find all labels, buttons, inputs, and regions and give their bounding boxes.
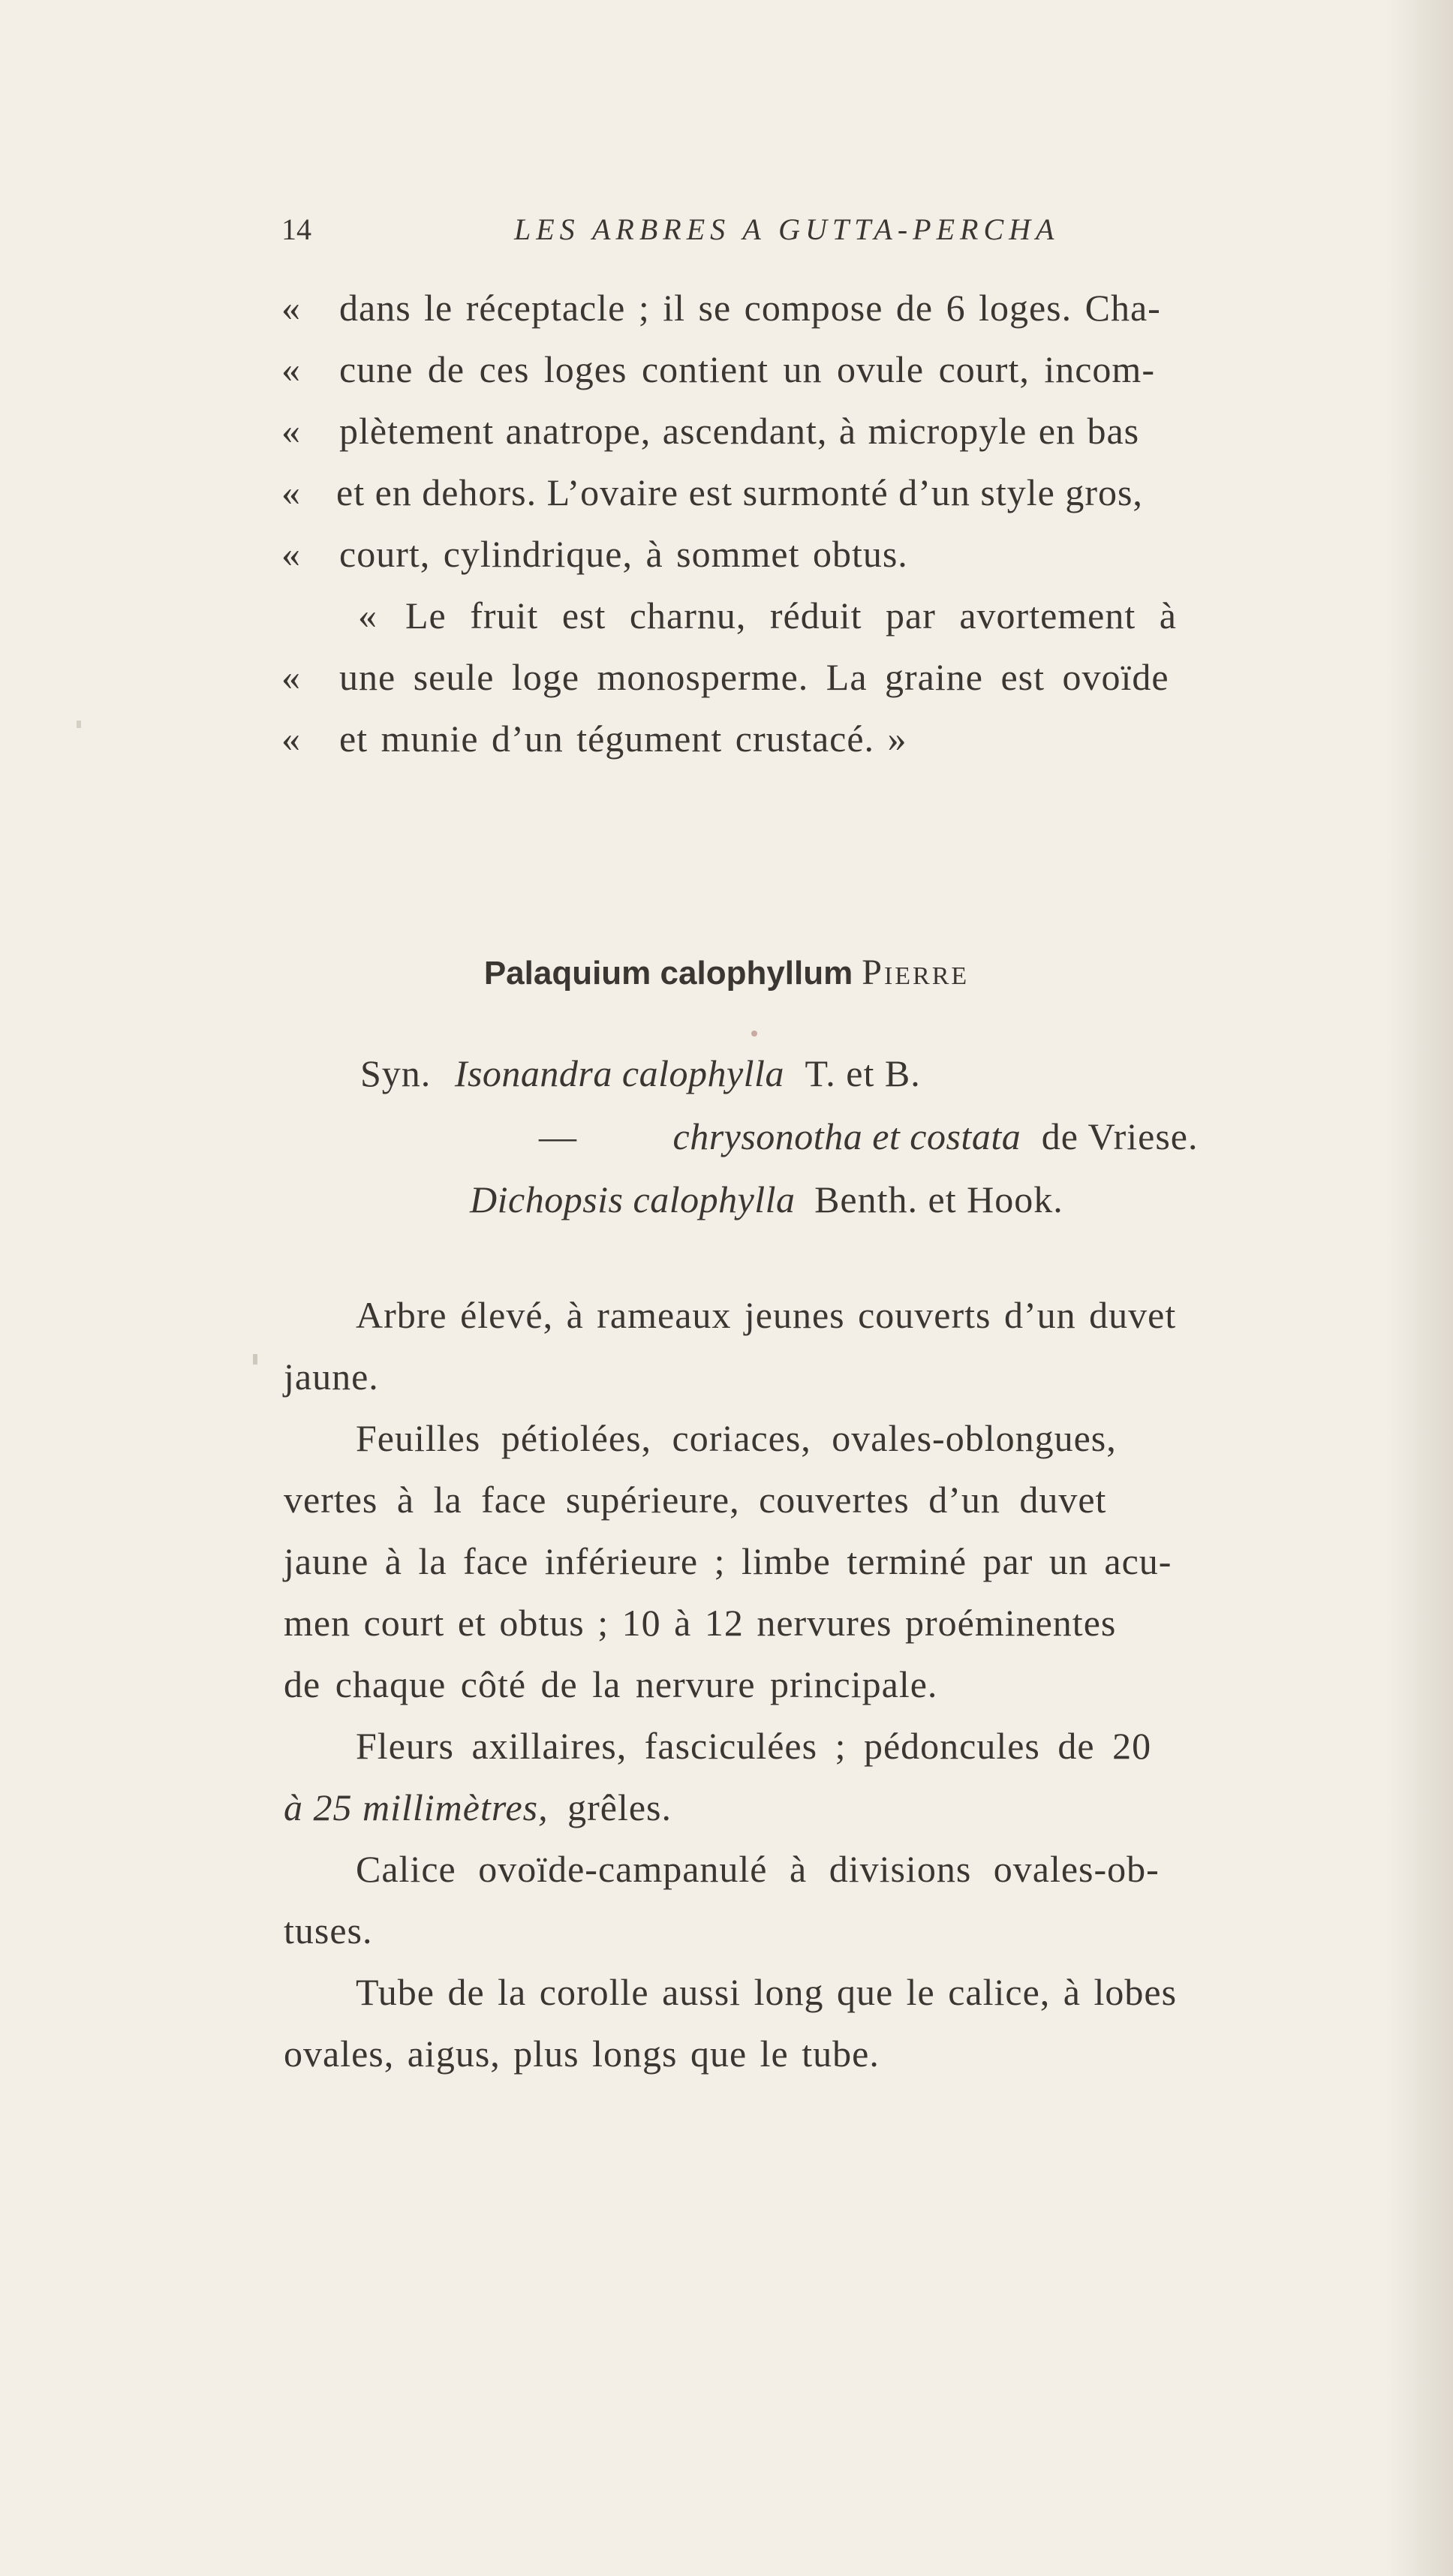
measurement: à 25 millimètres, [284, 1786, 549, 1828]
synonym-name: chrysonotha et costata [672, 1115, 1021, 1157]
body-line: ovales, aigus, plus longs que le tube. [284, 2033, 880, 2075]
synonym-name: Isonandra calophylla [454, 1052, 784, 1094]
species-name: Palaquium calophyllum [483, 955, 853, 992]
body-line: men court et obtus ; 10 à 12 nervures proéminentes [284, 1602, 1117, 1644]
body-line: jaune. [284, 1356, 379, 1398]
body-line: Feuilles pétiolées, coriaces, ovales-oblongues, [356, 1417, 1117, 1459]
page-number: 14 [281, 212, 311, 246]
species-heading [0, 950, 1453, 996]
body-line: Arbre élevé, à rameaux jeunes couverts d’un duvet [356, 1294, 1177, 1336]
body-line: vertes à la face supérieure, couvertes d’un duvet [284, 1479, 1107, 1521]
synonym-line: Dichopsis calophylla Benth. et Hook. [470, 1178, 1063, 1220]
body-line: Calice ovoïde-campanulé à divisions ovales-ob- [356, 1848, 1160, 1890]
body-line: Tube de la corolle aussi long que le calice, à lobes [356, 1971, 1178, 2013]
running-title: LES ARBRES A GUTTA-PERCHA [514, 212, 1060, 246]
body-line: de chaque côté de la nervure principale. [284, 1663, 938, 1705]
synonym-line: — chrysonotha et costata de Vriese. [539, 1115, 1199, 1157]
synonym-name: Dichopsis calophylla [470, 1178, 796, 1220]
species-author: Pierre [862, 952, 970, 992]
body-line: tuses. [284, 1909, 373, 1952]
paper-speck [77, 721, 81, 728]
page-header [281, 212, 1145, 257]
page-edge-shadow [1385, 0, 1453, 2576]
body-line: à 25 millimètres, grêles. [284, 1786, 672, 1828]
body-line: jaune à la face inférieure ; limbe terminé par un acu- [284, 1540, 1172, 1582]
synonym-line: Syn. Isonandra calophylla T. et B. [360, 1052, 921, 1094]
ink-mark [751, 1031, 757, 1037]
paper-speck [253, 1354, 257, 1365]
body-line: Fleurs axillaires, fasciculées ; pédoncules de 20 [356, 1725, 1152, 1767]
